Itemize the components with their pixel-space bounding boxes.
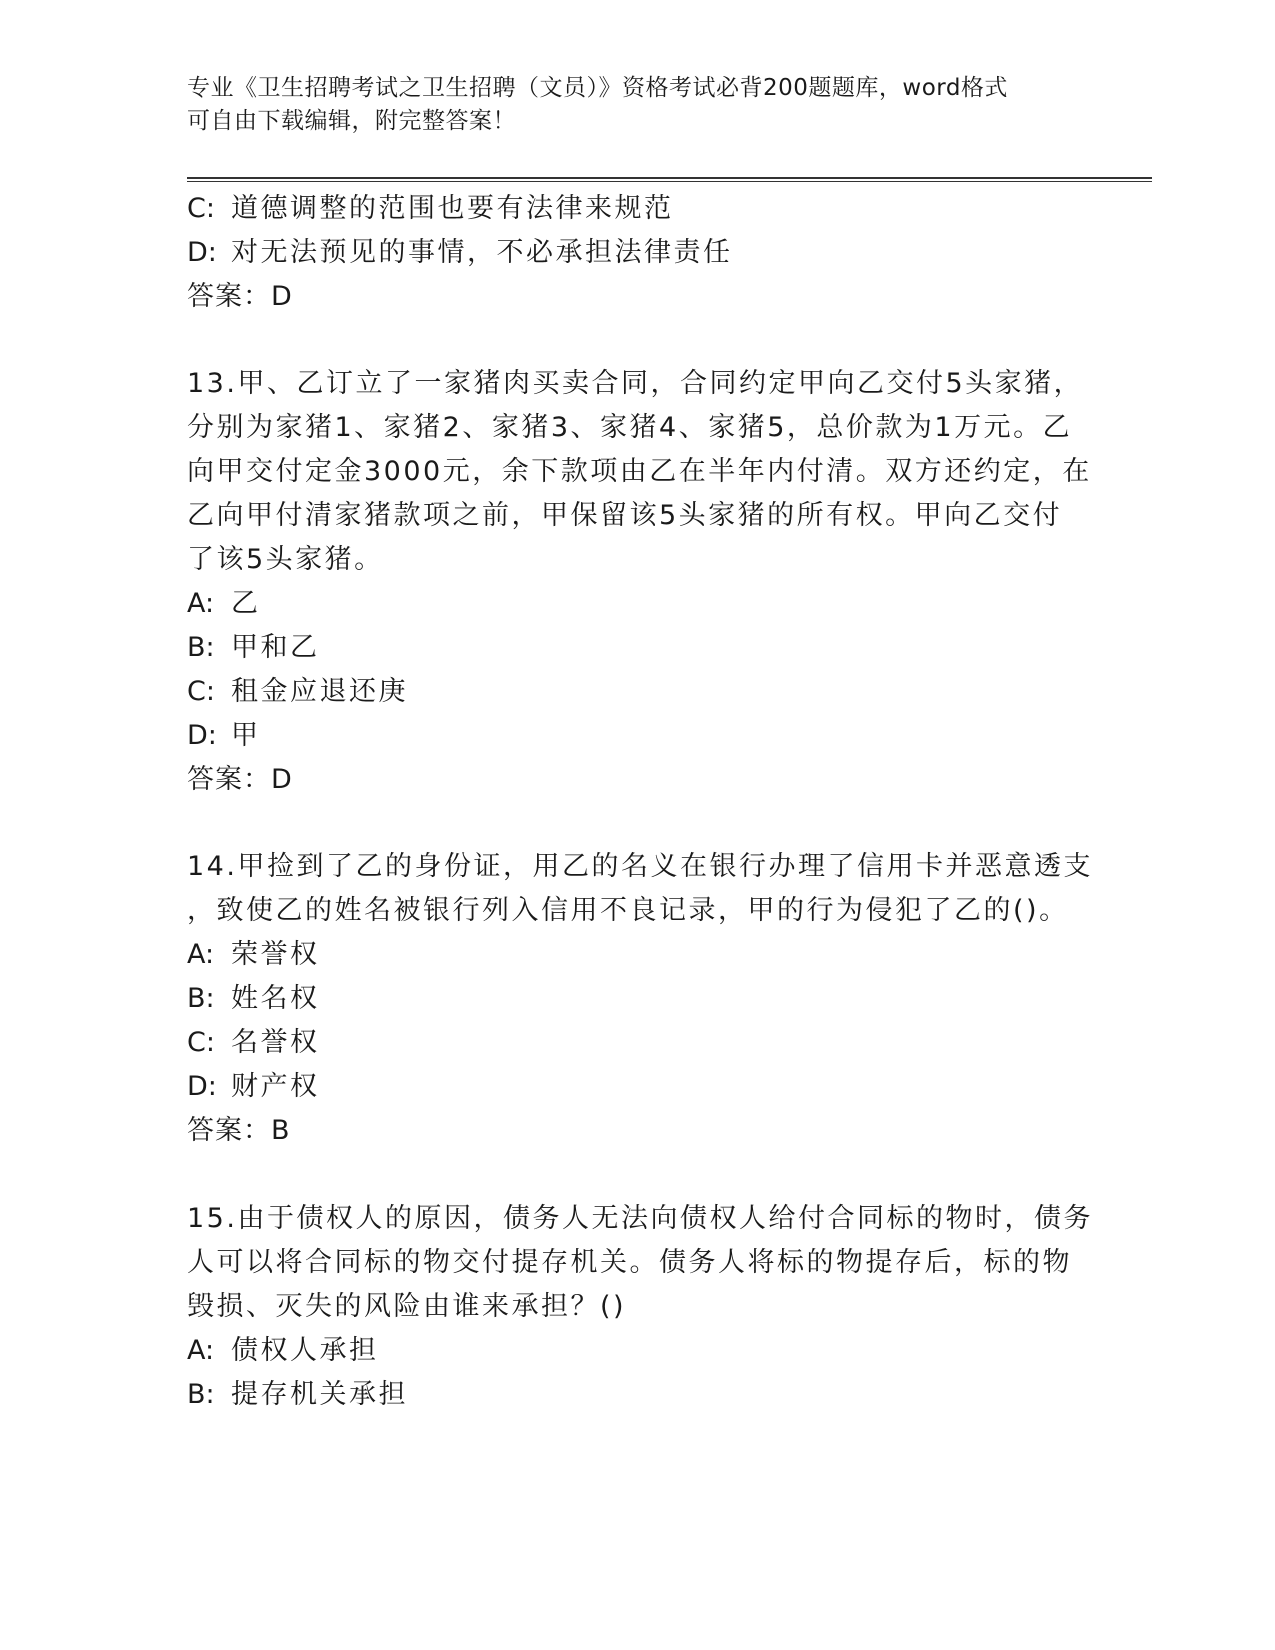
question-14-line: 14.甲捡到了乙的身份证，用乙的名义在银行办理了信用卡并恶意透支 (187, 851, 1093, 882)
header-line-1: 专业《卫生招聘考试之卫生招聘（文员）》资格考试必背200题题库，word格式 (187, 75, 1008, 101)
option-d: D: 对无法预见的事情，不必承担法律责任 (187, 237, 733, 268)
option-a: A: 荣誉权 (187, 939, 320, 970)
header-line-2: 可自由下载编辑，附完整答案！ (187, 108, 516, 134)
option-c: C: 名誉权 (187, 1027, 320, 1058)
question-13-line: 乙向甲付清家猪款项之前，甲保留该5头家猪的所有权。甲向乙交付 (187, 500, 1063, 531)
answer-line: 答案：D (187, 281, 293, 312)
answer-line: 答案：B (187, 1115, 291, 1146)
option-b: B: 提存机关承担 (187, 1379, 408, 1410)
question-13-line: 了该5头家猪。 (187, 544, 384, 575)
header-divider-thin (187, 181, 1152, 182)
header-divider (187, 177, 1152, 179)
question-14-line: ，致使乙的姓名被银行列入信用不良记录，甲的行为侵犯了乙的()。 (187, 895, 1069, 926)
document-header (187, 72, 1067, 138)
question-15-line: 15.由于债权人的原因，债务人无法向债权人给付合同标的物时，债务 (187, 1203, 1093, 1234)
option-d: D: 甲 (187, 720, 261, 751)
answer-line: 答案：D (187, 764, 293, 795)
option-c: C: 道德调整的范围也要有法律来规范 (187, 193, 674, 224)
option-d: D: 财产权 (187, 1071, 320, 1102)
option-a: A: 债权人承担 (187, 1335, 379, 1366)
question-13-line: 13.甲、乙订立了一家猪肉买卖合同，合同约定甲向乙交付5头家猪， (187, 368, 1084, 399)
question-15-line: 毁损、灭失的风险由谁来承担？() (187, 1291, 627, 1322)
option-c: C: 租金应退还庚 (187, 676, 408, 707)
option-b: B: 甲和乙 (187, 632, 320, 663)
option-a: A: 乙 (187, 588, 261, 619)
option-b: B: 姓名权 (187, 983, 320, 1014)
question-15-line: 人可以将合同标的物交付提存机关。债务人将标的物提存后，标的物 (187, 1247, 1072, 1278)
question-13-line: 分别为家猪1、家猪2、家猪3、家猪4、家猪5，总价款为1万元。乙 (187, 412, 1073, 443)
question-13-line: 向甲交付定金3000元，余下款项由乙在半年内付清。双方还约定，在 (187, 456, 1092, 487)
